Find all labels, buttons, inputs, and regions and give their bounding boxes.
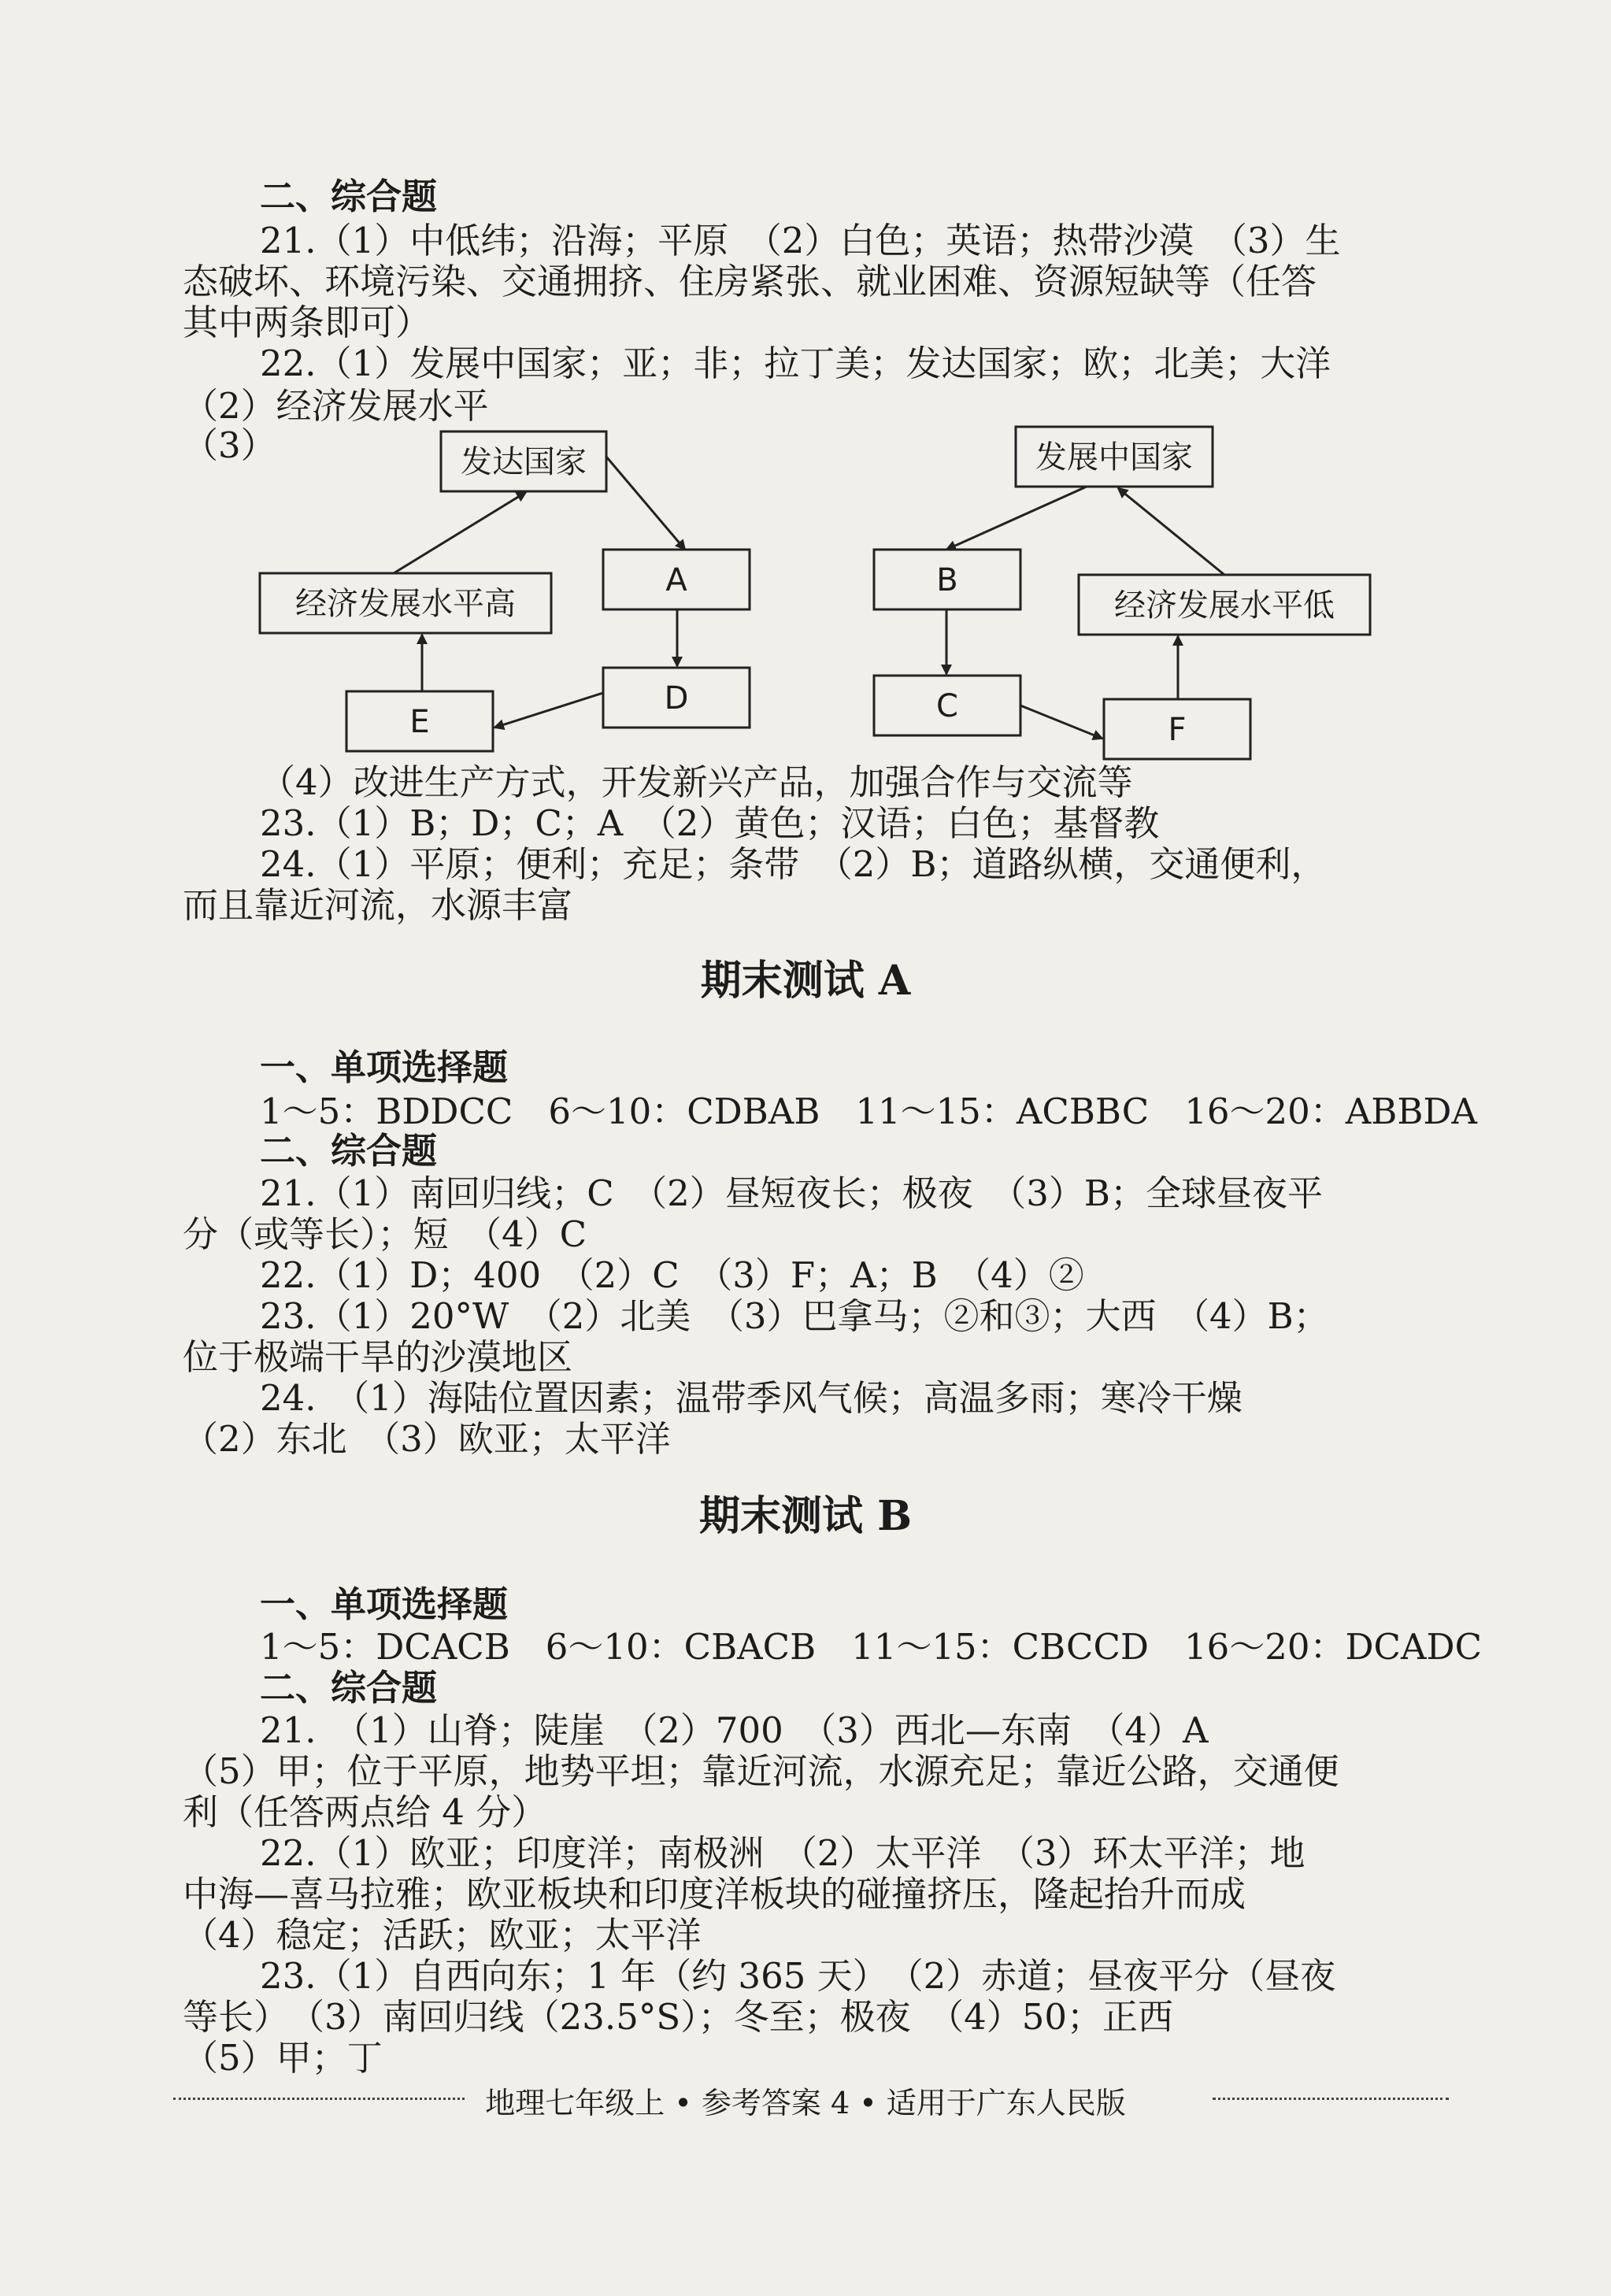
arrow-c-to-f [1020,705,1102,739]
label-e: E [409,704,430,740]
footer-dotted-rule-right [1213,2098,1449,2100]
arrow-developed-to-a [606,457,685,550]
answer-line: 22.（1）D；400 （2）C （3）F；A；B （4）② [260,1254,1084,1296]
answer-line: （5）甲；丁 [183,2037,383,2079]
answer-line: 态破坏、环境污染、交通拥挤、住房紧张、就业困难、资源短缺等（任答 [183,261,1317,302]
label-developing-countries: 发展中国家 [1035,439,1193,476]
answer-line: 23.（1）B；D；C；A （2）黄色；汉语；白色；基督教 [260,802,1160,844]
label-developed-countries: 发达国家 [461,444,587,480]
choice-answers: 1～5：BDDCC 6～10：CDBAB 11～15：ACBBC 16～20：ABBDA [260,1091,1477,1132]
answer-line: 分（或等长）；短 （4）C [183,1213,587,1255]
section-heading: 一、单项选择题 [260,1583,509,1625]
answer-line: 24.（1）平原；便利；充足；条带 （2）B；道路纵横，交通便利， [260,843,1327,885]
answer-line: 位于极端干旱的沙漠地区 [183,1336,573,1378]
choice-answers: 1～5：DCACB 6～10：CBACB 11～15：CBCCD 16～20：DCADC [260,1626,1482,1668]
arrow-low-to-developing [1118,488,1224,575]
footer-caption: 地理七年级上 • 参考答案 4 • 适用于广东人民版 [485,2086,1126,2120]
label-low-economy: 经济发展水平低 [1114,587,1335,624]
answer-line: （3） [183,424,276,466]
label-b: B [936,562,958,598]
answer-line: 22.（1）欧亚；印度洋；南极洲 （2）太平洋 （3）环太平洋；地 [260,1832,1305,1874]
answer-line: 其中两条即可） [183,302,431,343]
answer-line: （5）甲；位于平原，地势平坦；靠近河流，水源充足；靠近公路，交通便 [183,1750,1339,1792]
label-a: A [665,562,687,598]
answer-line: （2）东北 （3）欧亚；太平洋 [183,1418,671,1460]
label-d: D [664,680,689,717]
answer-line: （4）改进生产方式，开发新兴产品，加强合作与交流等 [260,761,1133,803]
answer-line: 而且靠近河流，水源丰富 [183,884,573,926]
test-a-title: 期末测试 A [700,957,911,1005]
label-c: C [936,688,958,724]
answer-line: 21.（1）南回归线；C （2）昼短夜长；极夜 （3）B；全球昼夜平 [260,1172,1323,1214]
answer-line: 21.（1）中低纬；沿海；平原 （2）白色；英语；热带沙漠 （3）生 [260,220,1341,261]
test-b-title: 期末测试 B [698,1492,913,1540]
arrow-d-to-e [494,693,603,728]
arrow-developing-to-b [946,487,1087,550]
answer-line: 中海—喜马拉雅；欧亚板块和印度洋板块的碰撞挤压，隆起抬升而成 [183,1873,1246,1915]
section-heading: 二、综合题 [260,1667,438,1709]
label-f: F [1168,712,1187,748]
section-heading: 一、单项选择题 [260,1046,509,1088]
arrow-high-to-developed [394,492,526,573]
answer-line: 23.（1）20°W （2）北美 （3）巴拿马；②和③；大西 （4）B； [260,1295,1329,1337]
section-heading: 二、综合题 [260,176,438,217]
label-high-economy: 经济发展水平高 [295,586,516,622]
answer-line: 21. （1）山脊；陡崖 （2）700 （3）西北—东南 （4）A [260,1709,1209,1751]
answer-line: （2）经济发展水平 [183,385,489,427]
answer-line: （4）稳定；活跃；欧亚；太平洋 [183,1914,702,1956]
answer-line: 23.（1）自西向东；1 年（约 365 天） （2）赤道；昼夜平分（昼夜 [260,1955,1336,1997]
answer-line: 利（任答两点给 4 分） [183,1791,547,1833]
development-flow-diagram [0,0,1611,787]
section-heading: 二、综合题 [260,1130,438,1172]
answer-line: 22.（1）发展中国家；亚；非；拉丁美；发达国家；欧；北美；大洋 [260,343,1331,384]
answer-line: 24. （1）海陆位置因素；温带季风气候；高温多雨；寒冷干燥 [260,1377,1243,1419]
answer-line: 等长） （3）南回归线（23.5°S）；冬至；极夜 （4）50；正西 [183,1996,1174,2038]
